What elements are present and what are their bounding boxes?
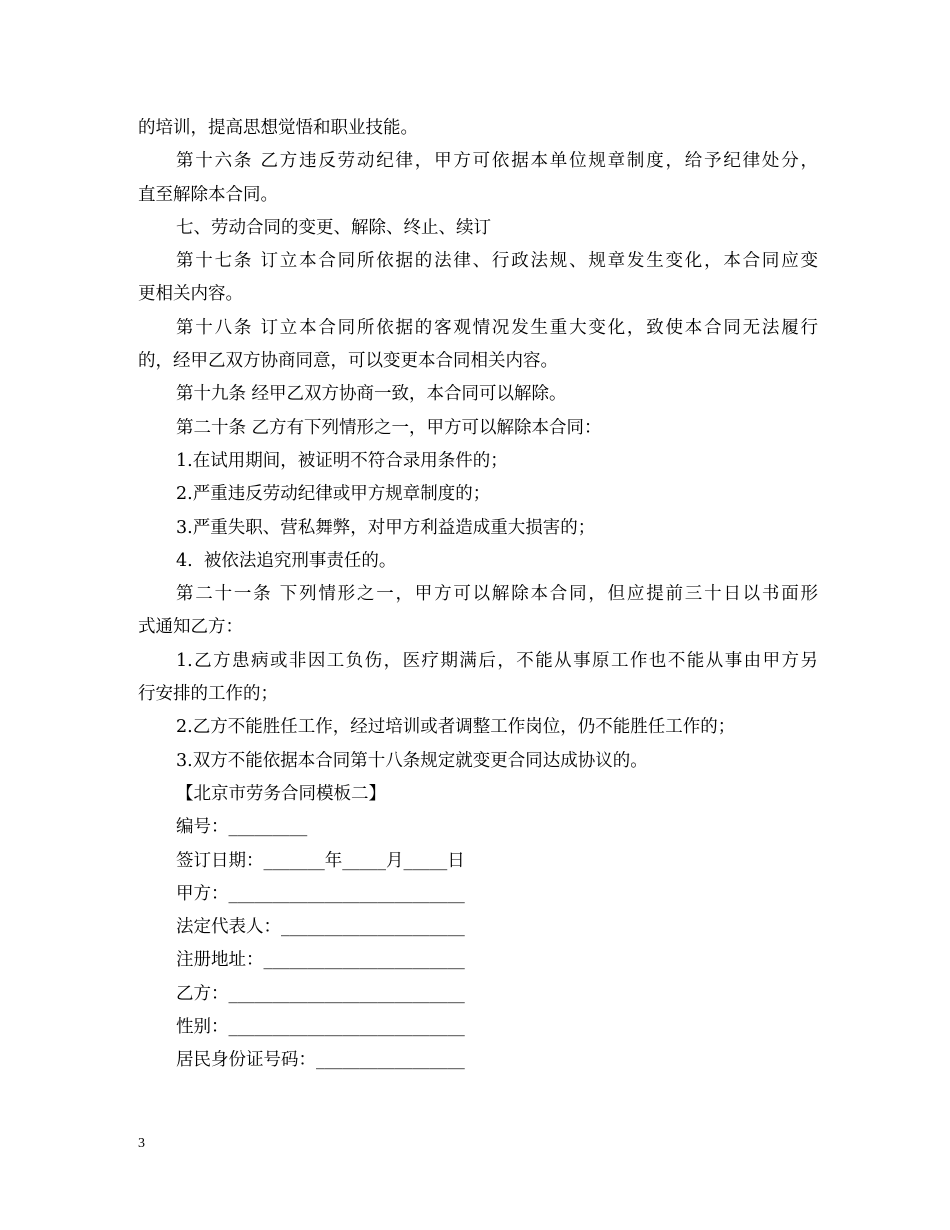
article-20-item-1: 1.在试用期间，被证明不符合录用条件的； <box>176 450 508 471</box>
section-heading-7: 七、劳动合同的变更、解除、终止、续订 <box>176 217 491 238</box>
article-21-item-1-line-2: 行安排的工作的； <box>138 684 278 705</box>
field-number: 编号：_________ <box>176 817 308 838</box>
field-party-a: 甲方：___________________________ <box>176 883 465 904</box>
field-legal-representative: 法定代表人：_____________________ <box>176 917 465 938</box>
article-17-line-1: 第十七条 订立本合同所依据的法律、行政法规、规章发生变化，本合同应变 <box>176 251 818 272</box>
article-16-line-1: 第十六条 乙方违反劳动纪律，甲方可依据本单位规章制度，给予纪律处分， <box>176 151 818 172</box>
article-20-item-3: 3.严重失职、营私舞弊，对甲方利益造成重大损害的； <box>176 517 596 538</box>
field-id-number: 居民身份证号码：_________________ <box>176 1050 465 1071</box>
field-signing-date: 签订日期：_______年_____月_____日 <box>176 850 465 871</box>
article-20: 第二十条 乙方有下列情形之一，甲方可以解除本合同： <box>176 417 602 438</box>
document-body <box>138 112 818 1078</box>
field-gender: 性别：___________________________ <box>176 1017 465 1038</box>
template-two-heading: 【北京市劳务合同模板二】 <box>176 783 386 804</box>
article-16-line-2: 直至解除本合同。 <box>138 184 278 205</box>
article-21-item-2: 2.乙方不能胜任工作，经过培训或者调整工作岗位，仍不能胜任工作的； <box>176 717 736 738</box>
article-17-line-2: 更相关内容。 <box>138 284 243 305</box>
article-20-item-4: 4. 被依法追究刑事责任的。 <box>176 550 397 571</box>
article-21-item-1-line-1: 1.乙方患病或非因工负伤，医疗期满后，不能从事原工作也不能从事由甲方另 <box>176 650 818 671</box>
article-18-line-2: 的，经甲乙双方协商同意，可以变更本合同相关内容。 <box>138 351 558 372</box>
article-18-line-1: 第十八条 订立本合同所依据的客观情况发生重大变化，致使本合同无法履行 <box>176 317 818 338</box>
article-21-line-1: 第二十一条 下列情形之一，甲方可以解除本合同，但应提前三十日以书面形 <box>176 584 818 605</box>
page-number: 3 <box>138 1136 145 1151</box>
article-21-item-3: 3.双方不能依据本合同第十八条规定就变更合同达成协议的。 <box>176 750 648 771</box>
field-registered-address: 注册地址：_______________________ <box>176 950 465 971</box>
article-19: 第十九条 经甲乙双方协商一致，本合同可以解除。 <box>176 384 567 405</box>
article-20-item-2: 2.严重违反劳动纪律或甲方规章制度的； <box>176 484 491 505</box>
field-party-b: 乙方：___________________________ <box>176 983 465 1004</box>
paragraph-line: 的培训，提高思想觉悟和职业技能。 <box>138 118 418 138</box>
article-21-line-2: 式通知乙方： <box>138 617 243 638</box>
